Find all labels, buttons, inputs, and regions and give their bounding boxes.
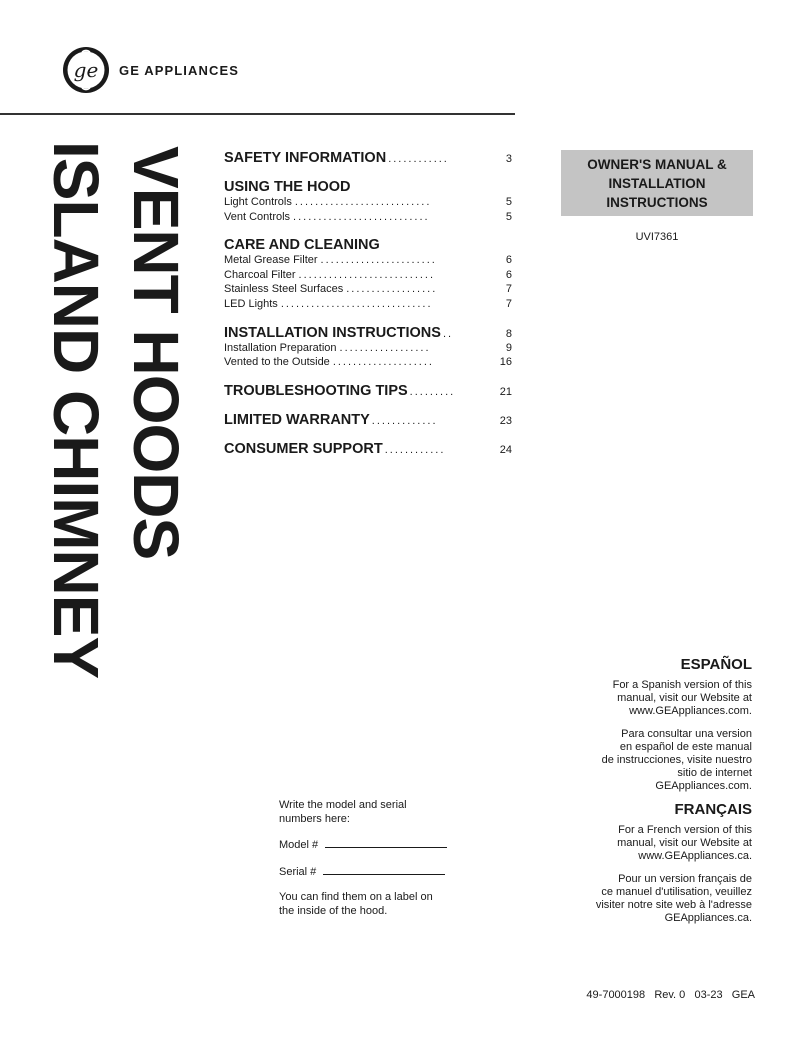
toc-section-installation [224, 325, 512, 370]
spanish-english-note [522, 679, 752, 718]
model-number-label: Model # [279, 839, 319, 851]
french-note [522, 873, 752, 925]
title-line-vent-hoods: VENT HOODS [120, 146, 192, 560]
text-line: manual, visit our Website at [617, 837, 752, 849]
svg-text:ge: ge [73, 58, 99, 82]
serial-number-row [279, 865, 489, 880]
header-divider [0, 113, 515, 115]
manual-type-line: INSTRUCTIONS [606, 194, 708, 210]
toc-page-number: 6 [505, 268, 512, 281]
serial-note [279, 891, 489, 918]
toc-entry[interactable] [224, 341, 512, 356]
toc-heading-title: SAFETY INFORMATION [224, 150, 387, 166]
manual-type-box [561, 150, 753, 216]
toc-page-number: 7 [505, 297, 512, 310]
toc-leader: .............................. [280, 297, 433, 310]
toc-leader: ............ [384, 443, 446, 456]
toc-heading[interactable] [224, 325, 512, 341]
website-link[interactable]: GEAppliances.ca. [664, 912, 752, 924]
toc-section-safety [224, 150, 512, 166]
toc-page-number: 9 [505, 341, 512, 354]
toc-leader: ............ [388, 153, 449, 165]
spanish-title: ESPAÑOL [680, 656, 752, 673]
toc-heading-title: USING THE HOOD [224, 179, 351, 195]
text-line: You can find them on a label on [279, 891, 433, 903]
toc-leader: ........................... [294, 196, 432, 208]
toc-heading[interactable] [224, 383, 512, 399]
toc-leader: .................... [332, 356, 434, 369]
text-line: sitio de internet [677, 767, 752, 779]
website-link[interactable]: GEAppliances.com. [655, 780, 752, 792]
toc-entry[interactable] [224, 355, 512, 370]
text-line: Pour un version français de [618, 873, 752, 885]
table-of-contents [224, 150, 512, 470]
toc-page-number: 5 [505, 210, 512, 223]
manual-type-line: INSTALLATION [608, 175, 706, 191]
document-number: 49-7000198 Rev. 0 03-23 GEA [586, 989, 755, 1001]
french-section [522, 801, 752, 935]
toc-entry-label: Stainless Steel Surfaces [224, 283, 344, 296]
toc-entry-label: Charcoal Filter [224, 268, 296, 281]
toc-heading[interactable] [224, 441, 512, 457]
toc-section-warranty [224, 412, 512, 428]
toc-heading-title: CONSUMER SUPPORT [224, 440, 383, 457]
toc-heading[interactable] [224, 179, 512, 195]
serial-intro [279, 799, 489, 826]
spanish-note [522, 728, 752, 793]
toc-heading-title: TROUBLESHOOTING TIPS [224, 382, 408, 399]
toc-entry-label: Vented to the Outside [224, 356, 330, 369]
website-link[interactable]: www.GEAppliances.com. [629, 705, 752, 717]
serial-record-box [279, 799, 489, 930]
text-line: manual, visit our Website at [617, 692, 752, 704]
toc-heading-title: LIMITED WARRANTY [224, 411, 370, 428]
toc-entry[interactable] [224, 210, 512, 225]
toc-page-number: 6 [505, 254, 512, 267]
toc-section-using [224, 179, 512, 224]
toc-entry[interactable] [224, 268, 512, 283]
toc-page-number: 3 [505, 153, 512, 165]
toc-section-support [224, 441, 512, 457]
model-number-field[interactable] [325, 838, 447, 848]
toc-entry[interactable] [224, 195, 512, 210]
toc-leader: ........................... [298, 268, 436, 281]
toc-entry-label: Metal Grease Filter [224, 254, 318, 267]
toc-entry-label: Installation Preparation [224, 341, 337, 354]
toc-heading[interactable] [224, 412, 512, 428]
text-line: de instrucciones, visite nuestro [601, 754, 752, 766]
toc-entry-label: LED Lights [224, 297, 278, 310]
text-line: Para consultar una version [621, 728, 752, 740]
toc-page-number: 23 [499, 414, 512, 427]
toc-leader: .................. [346, 283, 438, 296]
toc-entry-label: Light Controls [224, 196, 292, 208]
toc-entry-label: Vent Controls [224, 210, 291, 223]
text-line: numbers here: [279, 812, 350, 825]
brand-header [62, 46, 239, 94]
serial-number-label: Serial # [279, 865, 317, 878]
toc-heading-title: INSTALLATION INSTRUCTIONS [224, 324, 441, 341]
toc-page-number: 16 [499, 356, 512, 369]
toc-section-troubleshooting [224, 383, 512, 399]
toc-entry[interactable] [224, 282, 512, 297]
toc-page-number: 24 [499, 443, 512, 456]
title-line-island-chimney: ISLAND CHIMNEY [40, 141, 112, 679]
toc-leader: .................. [339, 341, 431, 354]
text-line: ce manuel d'utilisation, veuillez [601, 886, 752, 898]
ge-monogram-icon [62, 46, 110, 94]
text-line: For a Spanish version of this [612, 679, 752, 691]
text-line: the inside of the hood. [279, 904, 388, 917]
toc-leader: ....................... [320, 254, 437, 267]
toc-entry[interactable] [224, 253, 512, 268]
text-line: en español de este manual [619, 741, 752, 753]
toc-heading[interactable] [224, 150, 512, 166]
model-code: UVI7361 [635, 231, 679, 243]
model-number-row [279, 838, 489, 853]
toc-page-number: 7 [505, 283, 512, 296]
text-line: Write the model and serial [279, 799, 407, 811]
toc-leader: .. [442, 327, 454, 340]
toc-page-number: 8 [505, 327, 512, 340]
toc-heading[interactable] [224, 237, 512, 253]
manual-type-line: OWNER'S MANUAL & [587, 156, 727, 172]
french-english-note [522, 824, 752, 863]
toc-page-number: 21 [499, 385, 512, 398]
text-line: visiter notre site web à l'adresse [595, 899, 752, 911]
toc-leader: ......... [409, 385, 456, 398]
website-link[interactable]: www.GEAppliances.ca. [638, 850, 752, 862]
toc-page-number: 5 [505, 196, 512, 208]
toc-heading-title: CARE AND CLEANING [224, 237, 380, 254]
toc-section-care [224, 237, 512, 311]
text-line: For a French version of this [618, 824, 752, 836]
french-title: FRANÇAIS [674, 801, 752, 818]
brand-name: GE APPLIANCES [119, 62, 240, 78]
serial-number-field[interactable] [323, 865, 445, 875]
spanish-section [522, 656, 752, 803]
toc-leader: ............. [371, 414, 438, 427]
toc-leader: ........................... [293, 210, 430, 223]
toc-entry[interactable] [224, 297, 512, 312]
